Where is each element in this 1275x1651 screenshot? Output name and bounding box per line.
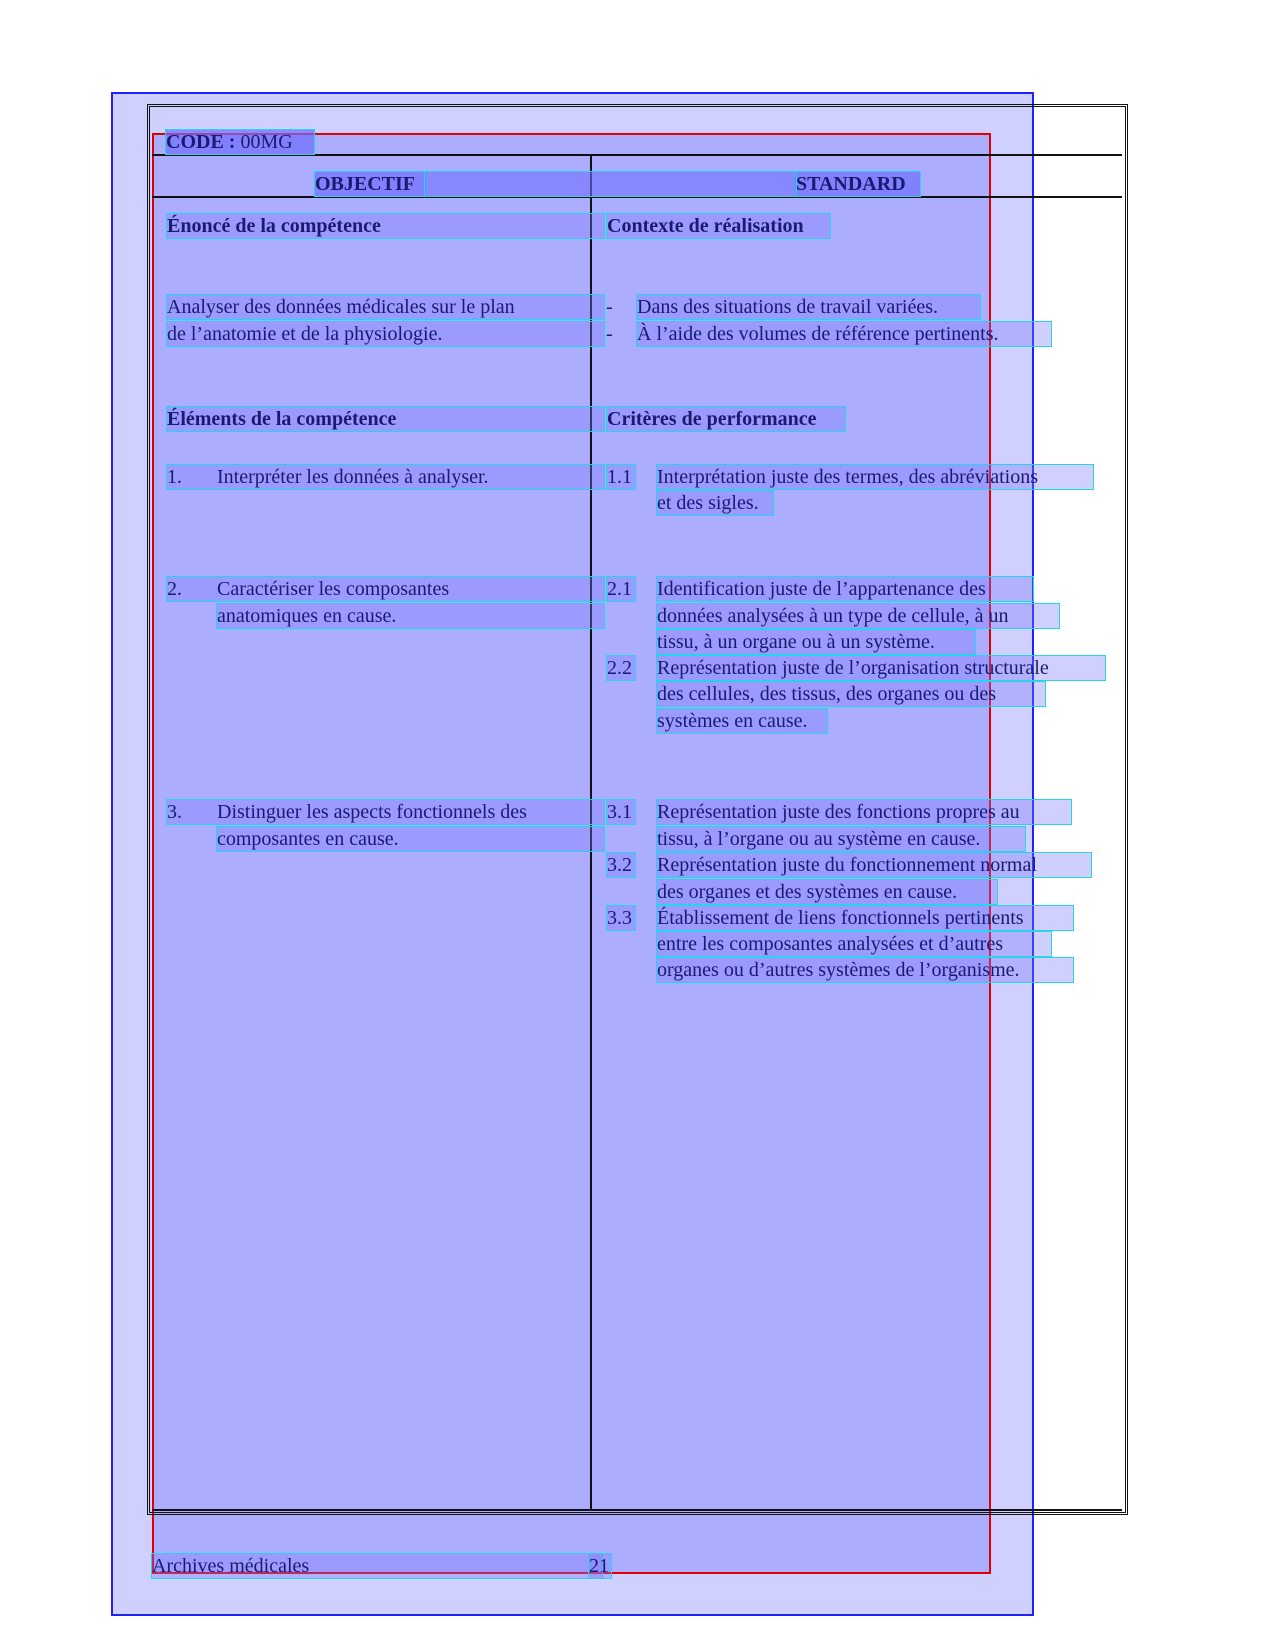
element-number: 2. (167, 578, 182, 600)
table-bottom-divider (152, 1509, 1122, 1511)
code-value: 00MG (240, 131, 293, 153)
critere-number: 2.1 (607, 577, 635, 601)
code-label: CODE : (166, 131, 236, 153)
critere-line: systèmes en cause. (657, 709, 827, 733)
element-row (167, 800, 604, 824)
footer-page-number: 21 (589, 1555, 609, 1577)
criteres-heading: Critères de performance (607, 407, 845, 431)
critere-line: des organes et des systèmes en cause. (657, 880, 997, 904)
critere-line: tissu, à un organe ou à un système. (657, 630, 975, 654)
element-number: 1. (167, 466, 182, 488)
elements-heading: Éléments de la compétence (167, 407, 604, 431)
critere-line: Interprétation juste des termes, des abréviations (657, 465, 1093, 489)
element-text: Distinguer les aspects fonctionnels des (217, 801, 527, 823)
critere-line: Représentation juste de l’organisation structurale (657, 656, 1105, 680)
element-number: 3. (167, 801, 182, 823)
contexte-bullet-2: - (606, 323, 613, 345)
enonce-heading: Énoncé de la compétence (167, 214, 604, 238)
critere-line: entre les composantes analysées et d’autres (657, 932, 1051, 956)
element-text-continued: anatomiques en cause. (217, 604, 604, 628)
standard-header: STANDARD (796, 172, 920, 196)
critere-line: Établissement de liens fonctionnels pertinents (657, 906, 1073, 930)
critere-line: Identification juste de l’appartenance des (657, 577, 1033, 601)
element-row (167, 465, 604, 489)
critere-number: 3.3 (607, 906, 635, 930)
enonce-line-1: Analyser des données médicales sur le plan (167, 295, 604, 319)
header-band (425, 172, 796, 196)
element-text: Caractériser les composantes (217, 578, 450, 600)
element-row (167, 577, 604, 601)
code-row (166, 130, 314, 154)
critere-line: et des sigles. (657, 491, 773, 515)
element-text-continued: composantes en cause. (217, 827, 604, 851)
critere-number: 3.1 (607, 800, 635, 824)
critere-number: 2.2 (607, 656, 635, 680)
contexte-bullet-1: - (606, 296, 613, 318)
critere-number: 3.2 (607, 853, 635, 877)
contexte-item-1: Dans des situations de travail variées. (637, 295, 980, 319)
contexte-item-2: À l’aide des volumes de référence pertinents. (637, 322, 1051, 346)
element-text: Interpréter les données à analyser. (217, 466, 489, 488)
contexte-heading: Contexte de réalisation (607, 214, 830, 238)
footer-left: Archives médicales (152, 1554, 602, 1578)
enonce-line-2: de l’anatomie et de la physiologie. (167, 322, 604, 346)
critere-line: Représentation juste du fonctionnement normal (657, 853, 1091, 877)
critere-line: tissu, à l’organe ou au système en cause. (657, 827, 1025, 851)
critere-line: Représentation juste des fonctions propres au (657, 800, 1071, 824)
critere-line: des cellules, des tissus, des organes ou des (657, 682, 1045, 706)
code-row-divider (152, 154, 1122, 156)
objectif-header: OBJECTIF (315, 172, 425, 196)
critere-line: données analysées à un type de cellule, à un (657, 604, 1059, 628)
critere-number: 1.1 (607, 465, 635, 489)
header-row-divider (152, 196, 1122, 198)
critere-line: organes ou d’autres systèmes de l’organisme. (657, 958, 1073, 982)
